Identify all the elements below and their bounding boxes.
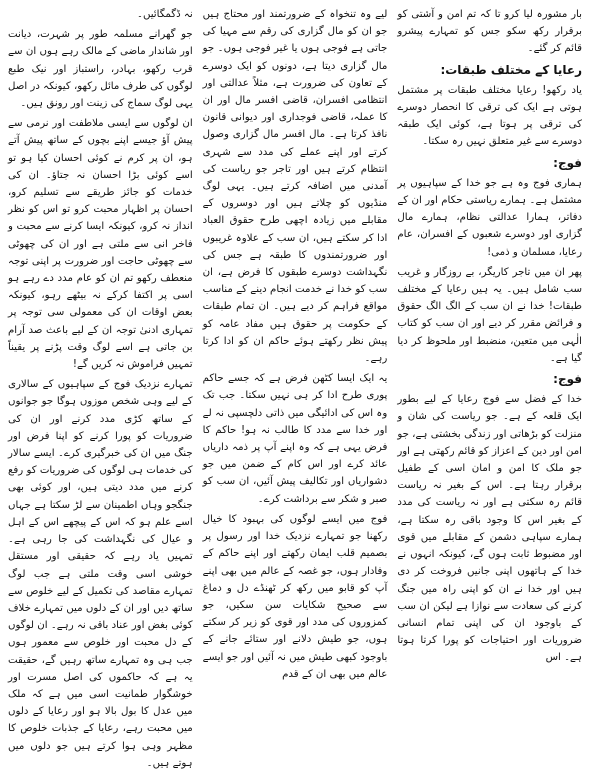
section-heading: فوج: — [553, 155, 582, 170]
text-column-right — [397, 6, 582, 731]
paragraph: ہماری فوج وہ ہے جو خدا کے سپاہیوں پر مشتمل ہے۔ ہمارے ریاستی حکام اور ان کے دفاتر، ہمارا عدالتی نظام، ہمارے مال گزاری اور دوسرے شعبوں کے افسران، عام رعایا، مسلمان و ذمی! — [397, 177, 582, 258]
paragraph: جو گھرانے مسلمہ طور پر شہرت، دیانت اور شاندار ماضی کے مالک رہے ہوں ان سے قرب رکھو، بہادر، راستباز اور نیک طبع لوگوں کی طرف مائل رکھو، کیونکہ در اصل یہی لوگ سماج کی زینت اور رونق ہیں۔ — [7, 29, 193, 110]
section-heading: رعایا کے مختلف طبقات: — [440, 62, 582, 77]
paragraph: نہ ڈگمگائیں۔ — [136, 9, 193, 20]
section-heading: فوج: — [553, 372, 582, 387]
paragraph: تمہارے نزدیک فوج کے سپاہیوں کے سالاری کے لیے وہی شخص موزوں ہوگا جو جوانوں کے ساتھ کڑی مدد کرنے اور ان کی ضروریات کو پورا کرنے کو اپنا فرض اور جنگ میں ان کی خبرگیری کرے۔ ایسے سالار کی خدمات ہی لوگوں کی ضروریات کو رفع کرنے میں مدد دیتی ہیں، اور کوئی بھی جنگجو وہاں اطمینان سے لڑ سکتا ہے جہاں اسے علم ہو کہ اس کے پیچھے اس کے اہل و عیال کی نگہداشت کی جا رہی ہے۔ تمہیں یاد رہے کہ حقیقی اور مستقل خوشی اسی وقت ملتی ہے جب لوگ تمہارے مقاصد کی تکمیل کے لیے خلوص سے ساتھ دیں اور ان کے دلوں میں تمہارے خلاف کوئی بغض اور عناد باقی نہ رہے۔ ان لوگوں کے دل محبت اور خلوص سے معمور ہوں جب ہی وہ تمہارے ساتھ رہیں گے، حقیقت یہ ہے کہ حاکموں کی اصل مسرت اور خوشگوار طمانیت اسی میں ہے کہ ملک میں عدل کا بول بالا ہو اور رعایا کے دلوں میں محبت رہے، رعایا کے جذبات خلوص کا مظہر وہی ہوا کرتے ہیں جو دلوں میں ہوتے ہیں۔ — [7, 379, 193, 769]
paragraph: ان لوگوں سے ایسی ملاطفت اور نرمی سے پیش آؤ جیسے اپنے بچوں کے ساتھ پیش آتے ہو، ان پر کرم نے کوئی احسان کیا ہو تو اسے کوئی بڑا احسان نہ جتاؤ۔ ان کی خدمات کو جائز طریقے سے تسلیم کرو، احسان پر اظہار محبت کرو تو اس کو نظر انداز نہ کرو، کیونکہ ایسا کرنے سے محبت و فاخر انی سے ملتی ہے اور ان کی چھوٹی سے چھوٹی حاجت اور ضرورت پر اپنی توجہ منعطف رکھو تم ان کو عام مدد دے رہے ہو اسی پر اکتفا کرکے نہ بیٹھے رہو، کیونکہ بعض اوقات ان کی معمولی سی توجہ پر تمہاری ادنیٰ توجہ ان کے لیے باعث صد آرام بن جاتی ہے اسے لوگ وقت پڑنے پر یقیناً تمہیں فراموش نہ کریں گے! — [7, 118, 193, 371]
paragraph: بار مشورہ لیا کرو تا کہ تم امن و آشتی کو برقرار رکھ سکو جس کو تمہارے پیشرو قائم کر گئے۔ — [397, 9, 582, 55]
text-column-middle — [203, 6, 388, 731]
paragraph: پھر ان میں تاجر کاریگر، بے روزگار و غریب سب شامل ہیں۔ یہ ہیں رعایا کے مختلف طبقات! خدا نے ان سب کے الگ الگ حقوق و فرائض مقرر کر دیے اور ان سب کو کتاب الٰہی میں متعین، منضبط اور ملحوظ کر دیا گیا ہے۔ — [397, 266, 582, 364]
paragraph: یہ ایک ایسا کٹھن فرض ہے کہ جسے حاکم پوری طرح ادا کر ہی نہیں سکتا۔ جب تک وہ اس کی ادائیگی میں ذاتی دلچسپی نہ لے اور خدا سے مدد کا طالب نہ ہو! حاکم کا فرض یہی ہے کہ وہ اپنے آپ پر ذمہ داریاں عائد کرے اور اس کام کے ضمن میں جو دشواریاں اور تکالیف پیش آئیں، ان سب کو صبر و شکر سے برداشت کرے۔ — [202, 373, 388, 505]
paragraph: خدا کے فضل سے فوج رعایا کے لیے بطور ایک قلعہ کے ہے۔ جو ریاست کی شان و منزلت کو بڑھاتی اور زندگی بخشتی ہے، جو امن اور دین کے اعزاز کو قائم رکھتی ہے اور جو ملک کا امن و امان اسی کے طفیل برقرار رہتا ہے۔ اس کے بغیر نہ ریاست قائم رہ سکتی ہے اور نہ ریاست کی مدد کے بغیر اس کا وجود باقی رہ سکتا ہے، ہمارے سپاہی دشمن کے مقابلے میں قوی اور مضبوط ثابت ہوں گے، کیونکہ انہوں نے خدا کے ہاتھوں اپنی جانیں فروخت کر دی ہیں اور خدا نے ان کو اپنی راہ میں جنگ کرنے کی سعادت سے نوازا ہے لیکن ان سب کے باوجود ان کی اپنی تمام انسانی ضروریات اور احتیاجات کو پورا کرتا ہوتا ہے۔ اس — [397, 394, 582, 664]
text-column-left — [7, 6, 193, 769]
paragraph: لیے وہ تنخواہ کے ضرورتمند اور محتاج ہیں جو ان کو مال گزاری کی رقم سے مہیا کی جاتی ہے فوجی ہوں یا غیر فوجی ہوں۔ جو مال گزاری دیتا ہے، دونوں کو ایک دوسرے کے تعاون کی ضرورت ہے، مثلاً عدالتی اور انتظامی افسران، قاضی افسر مال اور ان کا عملہ، قاضی فوجداری اور دیوانی قانون نافذ کرتا ہے۔ مال افسر مال گزاری وصول کرتے اور اپنے عملے کی مدد سے شہری انتظام کرتے ہیں اور تاجر جو ریاست کی آمدنی میں اضافہ کرتے ہیں۔ یہی لوگ منڈیوں کو چلاتے ہیں اور دوسروں کے مقابلے میں زیادہ اچھی طرح حقوق العباد ادا کر سکتے ہیں، ان سب کے علاوہ غریبوں اور ضرورتمندوں کا طبقہ ہے جس کی نگہداشت دوسرے طبقوں کا فرض ہے، ان سب کو خدا نے خدمت انجام دینے کے مناسب مواقع فراہم کر دیے ہیں۔ ان تمام طبقات کے حکومت پر حقوق ہیں مفاد عامہ کو پیش نظر رکھتے ہوئے حاکم ان کو ادا کرتا رہے۔ — [202, 9, 388, 365]
paragraph: یاد رکھو! رعایا مختلف طبقات پر مشتمل ہوتی ہے ایک کی ترقی کا انحصار دوسرے کی ترقی پر ہوتا ہے، کوئی ایک طبقہ دوسرے سے غیر متعلق نہیں رہ سکتا۔ — [397, 84, 582, 148]
paragraph: فوج میں ایسے لوگوں کی بہبود کا خیال رکھنا جو تمہارے نزدیک خدا اور رسول پر بصمیم قلب ایمان رکھتے اور اپنے حاکم کے وفادار ہوں، جو غصہ کے عالم میں بھی اپنے آپ کو قابو میں رکھ کر ٹھنڈے دل و دماغ سے صحیح شکایات سن سکیں، جو کمزوروں کی مدد اور قوی کو زیر کر سکتے ہوں، جو طیش دلانے اور ستائے جانے کے باوجود کبھی طیش میں نہ آئیں اور جو ایسے عالم میں بھی ان کے قدم — [202, 513, 388, 680]
